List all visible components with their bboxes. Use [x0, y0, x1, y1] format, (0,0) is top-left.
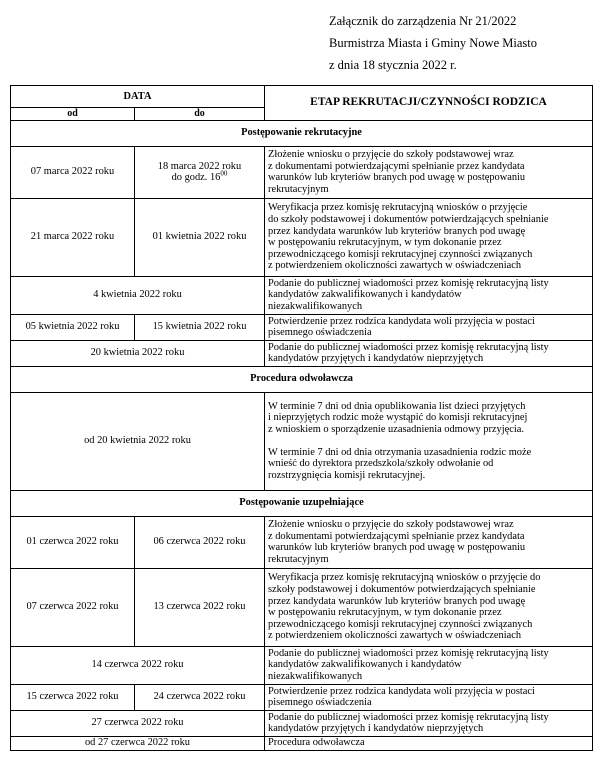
table-row: [11, 516, 593, 568]
date-single: 4 kwietnia 2022 roku: [11, 276, 265, 314]
header-line-date: z dnia 18 stycznia 2022 r.: [329, 58, 457, 72]
description-line: z potwierdzeniem okoliczności zawartych w oświadczeniach: [268, 260, 522, 272]
table-header-row: [11, 86, 593, 108]
date-to: 06 czerwca 2022 roku: [135, 516, 265, 568]
description-line: Potwierdzenie przez rodzica kandydata woli przyjęcia w postaci: [268, 685, 535, 697]
table-row: [11, 146, 593, 198]
description-line: i nieprzyjętych rodzic może wystąpić do komisji rekrutacyjnej: [268, 412, 528, 424]
table-row: [11, 198, 593, 276]
description-line: kandydatów przyjętych i kandydatów nieprzyjętych: [268, 723, 484, 735]
description-line: przez kandydata warunków lub kryteriów branych pod uwagę: [268, 595, 526, 607]
description-line: niezakwalifikowanych: [268, 670, 363, 682]
date-single: 14 czerwca 2022 roku: [11, 646, 265, 684]
date-to: 18 marca 2022 roku do godz. $16^{00}$: [135, 146, 265, 198]
description-line: Podanie do publicznej wiadomości przez komisję rekrutacyjną listy: [268, 711, 549, 723]
date-from: 01 czerwca 2022 roku: [11, 516, 135, 568]
description-line: Podanie do publicznej wiadomości przez komisję rekrutacyjną listy: [268, 647, 549, 659]
date-to: 13 czerwca 2022 roku: [135, 568, 265, 646]
description-line: z dokumentami potwierdzającymi spełnianie przez kandydata: [268, 530, 525, 542]
description-line: w postępowaniu rekrutacyjnym, w tym dokonanie przez: [268, 607, 502, 619]
description-line: kandydatów przyjętych i kandydatów nieprzyjętych: [268, 353, 484, 365]
stage-description: [265, 646, 593, 684]
table-row: [11, 340, 593, 366]
stage-description: [265, 146, 593, 198]
section-row: [11, 120, 593, 146]
table-row: [11, 710, 593, 736]
stage-description: [265, 392, 593, 490]
header-to: do: [135, 108, 265, 121]
description-line: przewodniczącego komisji rekrutacyjnej czynności związanych: [268, 248, 533, 260]
header-stage: ETAP REKRUTACJI/CZYNNOŚCI RODZICA: [265, 86, 593, 121]
description-line: z dokumentami potwierdzającymi spełnianie przez kandydata: [268, 160, 525, 172]
date-from: 21 marca 2022 roku: [11, 198, 135, 276]
date-from: 07 marca 2022 roku: [11, 146, 135, 198]
table-row: [11, 684, 593, 710]
date-from: 15 czerwca 2022 roku: [11, 684, 135, 710]
stage-description: [265, 736, 593, 750]
date-single: od 20 kwietnia 2022 roku: [11, 392, 265, 490]
stage-description: [265, 568, 593, 646]
date-to: 24 czerwca 2022 roku: [135, 684, 265, 710]
section-recruitment: Postępowanie rekrutacyjne: [11, 120, 593, 146]
table-row: [11, 276, 593, 314]
description-line: warunków lub kryteriów branych pod uwagę w postępowaniu: [268, 542, 526, 554]
header-line-attachment: Załącznik do zarządzenia Nr 21/2022: [329, 14, 517, 28]
stage-description: [265, 684, 593, 710]
header-from: od: [11, 108, 135, 121]
description-line: rekrutacyjnym: [268, 553, 329, 565]
section-row: [11, 490, 593, 516]
description-line: Weryfikacja przez komisję rekrutacyjną wniosków o przyjęcie do: [268, 572, 541, 584]
date-to: 01 kwietnia 2022 roku: [135, 198, 265, 276]
description-line: rozstrzygnięcia komisji rekrutacyjnej.: [268, 469, 426, 481]
description-line: Podanie do publicznej wiadomości przez komisję rekrutacyjną listy: [268, 341, 549, 353]
date-single: 27 czerwca 2022 roku: [11, 710, 265, 736]
stage-description: [265, 314, 593, 340]
table-row: [11, 314, 593, 340]
description-line: z potwierdzeniem okoliczności zawartych w oświadczeniach: [268, 630, 522, 642]
stage-description: [265, 516, 593, 568]
description-line: Procedura odwoławcza: [268, 737, 365, 749]
description-line: szkoły podstawowej i dokumentów potwierdzających spełnianie: [268, 583, 536, 595]
description-line: Złożenie wniosku o przyjęcie do szkoły podstawowej wraz: [268, 518, 514, 530]
description-line: przez kandydata warunków lub kryteriów branych pod uwagę: [268, 225, 526, 237]
date-from: 07 czerwca 2022 roku: [11, 568, 135, 646]
table-row: [11, 568, 593, 646]
description-line: rekrutacyjnym: [268, 183, 329, 195]
date-single: od 27 czerwca 2022 roku: [11, 736, 265, 750]
stage-description: [265, 198, 593, 276]
table-row: [11, 736, 593, 750]
description-line: przewodniczącego komisji rekrutacyjnej czynności związanych: [268, 618, 533, 630]
section-row: [11, 366, 593, 392]
stage-description: [265, 276, 593, 314]
description-line: z wnioskiem o sporządzenie uzasadnienia odmowy przyjęcia.: [268, 424, 524, 435]
description-line: w postępowaniu rekrutacyjnym, w tym dokonanie przez: [268, 237, 502, 249]
description-line: warunków lub kryteriów branych pod uwagę w postępowaniu: [268, 172, 526, 184]
date-single: 20 kwietnia 2022 roku: [11, 340, 265, 366]
description-line: niezakwalifikowanych: [268, 300, 363, 312]
description-line: W terminie 7 dni od dnia otrzymania uzasadnienia rodzic może: [268, 446, 532, 458]
stage-description: [265, 340, 593, 366]
section-supplementary: Postępowanie uzupełniające: [11, 490, 593, 516]
description-line: do szkoły podstawowej i dokumentów potwierdzających spełnianie: [268, 213, 549, 225]
section-appeal: Procedura odwoławcza: [11, 366, 593, 392]
description-line: Podanie do publicznej wiadomości przez komisję rekrutacyjną listy: [268, 277, 549, 289]
recruitment-schedule-table: [10, 85, 593, 751]
description-line: pisemnego oświadczenia: [268, 327, 372, 339]
header-date: DATA: [11, 86, 265, 108]
table-row: [11, 392, 593, 490]
description-line: kandydatów zakwalifikowanych i kandydatów: [268, 289, 462, 301]
table-row: [11, 646, 593, 684]
document-header: [329, 10, 537, 76]
description-line: wnieść do dyrektora przedszkola/szkoły odwołanie od: [268, 458, 494, 470]
date-to: 15 kwietnia 2022 roku: [135, 314, 265, 340]
description-line: Złożenie wniosku o przyjęcie do szkoły podstawowej wraz: [268, 148, 514, 160]
header-line-issuer: Burmistrza Miasta i Gminy Nowe Miasto: [329, 36, 537, 50]
description-line: pisemnego oświadczenia: [268, 697, 372, 709]
description-line: Weryfikacja przez komisję rekrutacyjną wniosków o przyjęcie: [268, 202, 528, 214]
description-line: W terminie 7 dni od dnia opublikowania list dzieci przyjętych: [268, 400, 526, 412]
date-from: 05 kwietnia 2022 roku: [11, 314, 135, 340]
description-line: kandydatów zakwalifikowanych i kandydatów: [268, 659, 462, 671]
stage-description: [265, 710, 593, 736]
description-line: Potwierdzenie przez rodzica kandydata woli przyjęcia w postaci: [268, 315, 535, 327]
